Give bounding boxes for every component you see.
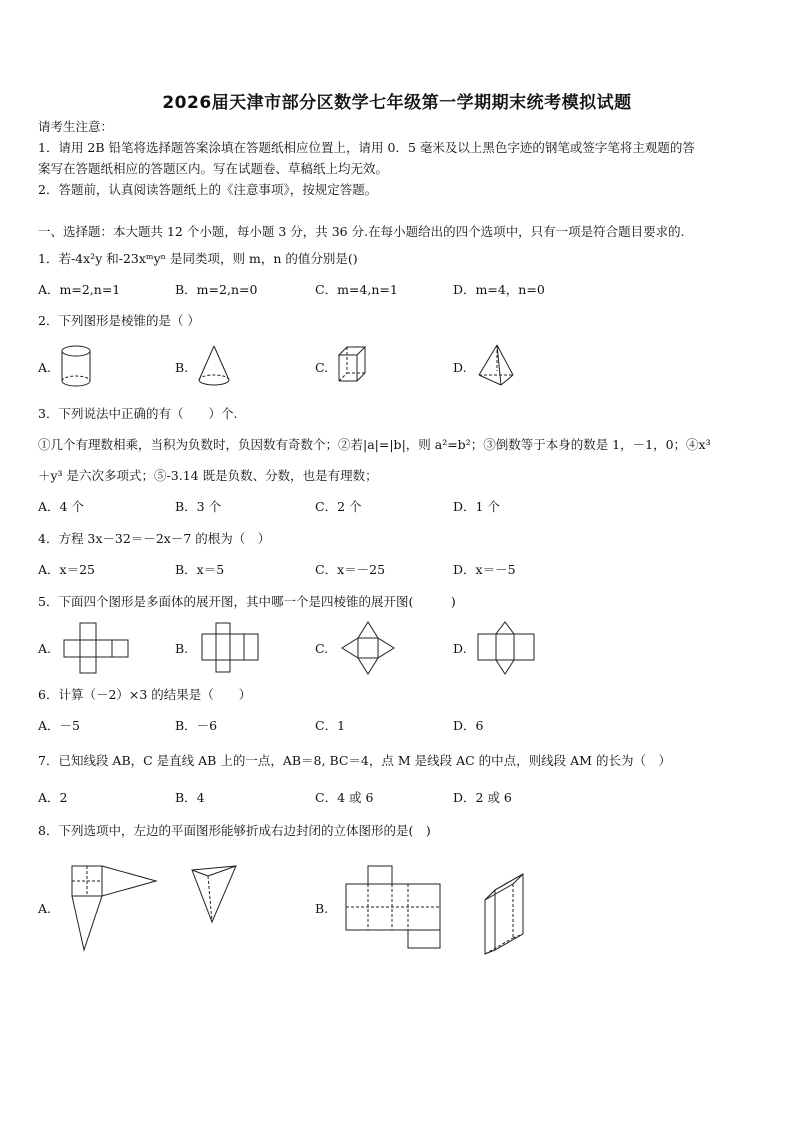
- q1-option-c[interactable]: C．m=4,n=1: [315, 282, 398, 297]
- q8-option-b-label[interactable]: B.: [315, 901, 329, 916]
- prism-figure: [335, 343, 375, 391]
- q3-option-d[interactable]: D．1 个: [453, 499, 500, 514]
- q3-option-c[interactable]: C．2 个: [315, 499, 362, 514]
- q1-option-b[interactable]: B．m=2,n=0: [175, 282, 258, 297]
- q6-option-a[interactable]: A．－5: [38, 718, 80, 733]
- q5-option-a-label[interactable]: A.: [38, 641, 52, 656]
- q4-option-d[interactable]: D．x＝－5: [453, 562, 516, 577]
- q8-option-a-label[interactable]: A.: [38, 901, 52, 916]
- q4-option-a[interactable]: A．x＝25: [38, 562, 95, 577]
- question-3-body-line-2: ＋y³ 是六次多项式；⑤-3.14 既是负数、分数，也是有理数；: [38, 468, 378, 483]
- cone-figure: [196, 343, 236, 391]
- notice-item-1-line-1: 1．请用 2B 铅笔将选择题答案涂填在答题纸相应位置上，请用 0．5 毫米及以上黑色字迹的钢笔或签字笔将主观题的答: [38, 140, 695, 155]
- net-8b-figure: [344, 864, 444, 950]
- q7-option-d[interactable]: D．2 或 6: [453, 790, 512, 805]
- net-8a-figure: [70, 862, 162, 954]
- pyramid-figure: [475, 343, 519, 391]
- q2-option-a-label[interactable]: A.: [38, 360, 52, 375]
- q6-option-b[interactable]: B．－6: [175, 718, 218, 733]
- q5-option-b-label[interactable]: B.: [175, 641, 189, 656]
- notice-item-1-line-2: 案写在答题纸相应的答题区内。写在试题卷、草稿纸上均无效。: [38, 161, 389, 176]
- q7-option-b[interactable]: B．4: [175, 790, 205, 805]
- question-6-stem: 6．计算（－2）×3 的结果是（ ）: [38, 687, 252, 702]
- question-1-stem: 1．若-4x²y 和-23xᵐyⁿ 是同类项，则 m，n 的值分别是(): [38, 251, 358, 266]
- question-5-stem: 5．下面四个图形是多面体的展开图，其中哪一个是四棱锥的展开图( ): [38, 594, 456, 609]
- q3-option-b[interactable]: B．3 个: [175, 499, 222, 514]
- tetrahedron-8a-figure: [190, 864, 242, 926]
- question-3-body-line-1: ①几个有理数相乘，当积为负数时，负因数有奇数个；②若|a|=|b|，则 a²=b²；③倒数等于本身的数是 1，－1，0；④x³: [38, 437, 711, 452]
- q4-option-c[interactable]: C．x＝－25: [315, 562, 386, 577]
- net-d-figure: [476, 620, 538, 676]
- question-8-stem: 8．下列选项中，左边的平面图形能够折成右边封闭的立体图形的是( ): [38, 823, 431, 838]
- q3-option-a[interactable]: A．4 个: [38, 499, 84, 514]
- net-c-figure: [340, 620, 398, 676]
- q5-option-c-label[interactable]: C.: [315, 641, 329, 656]
- q6-option-d[interactable]: D．6: [453, 718, 484, 733]
- notice-item-2: 2．答题前，认真阅读答题纸上的《注意事项》，按规定答题。: [38, 182, 378, 197]
- q7-option-c[interactable]: C．4 或 6: [315, 790, 374, 805]
- net-b-figure: [200, 622, 262, 674]
- q6-option-c[interactable]: C．1: [315, 718, 346, 733]
- notice-heading: 请考生注意：: [38, 119, 114, 134]
- q1-option-a[interactable]: A．m=2,n=1: [38, 282, 121, 297]
- question-2-stem: 2．下列图形是棱锥的是（ ）: [38, 313, 200, 328]
- page-title: 2026届天津市部分区数学七年级第一学期期末统考模拟试题: [162, 93, 632, 113]
- question-3-stem: 3．下列说法中正确的有（ ）个.: [38, 406, 238, 421]
- q1-option-d[interactable]: D．m=4，n=0: [453, 282, 545, 297]
- question-7-stem: 7．已知线段 AB，C 是直线 AB 上的一点，AB＝8, BC＝4，点 M 是线段 AC 的中点，则线段 AM 的长为（ ）: [38, 753, 671, 768]
- section-heading: 一、选择题：本大题共 12 个小题，每小题 3 分，共 36 分.在每小题给出的四个选项中，只有一项是符合题目要求的.: [38, 224, 685, 239]
- q4-option-b[interactable]: B．x＝5: [175, 562, 225, 577]
- question-4-stem: 4．方程 3x－32＝－2x－7 的根为（ ）: [38, 531, 271, 546]
- net-a-figure: [62, 622, 132, 674]
- q2-option-c-label[interactable]: C.: [315, 360, 329, 375]
- q5-option-d-label[interactable]: D.: [453, 641, 467, 656]
- q2-option-d-label[interactable]: D.: [453, 360, 467, 375]
- q7-option-a[interactable]: A．2: [38, 790, 68, 805]
- cuboid-8b-figure: [483, 870, 529, 954]
- cylinder-figure: [58, 343, 98, 391]
- q2-option-b-label[interactable]: B.: [175, 360, 189, 375]
